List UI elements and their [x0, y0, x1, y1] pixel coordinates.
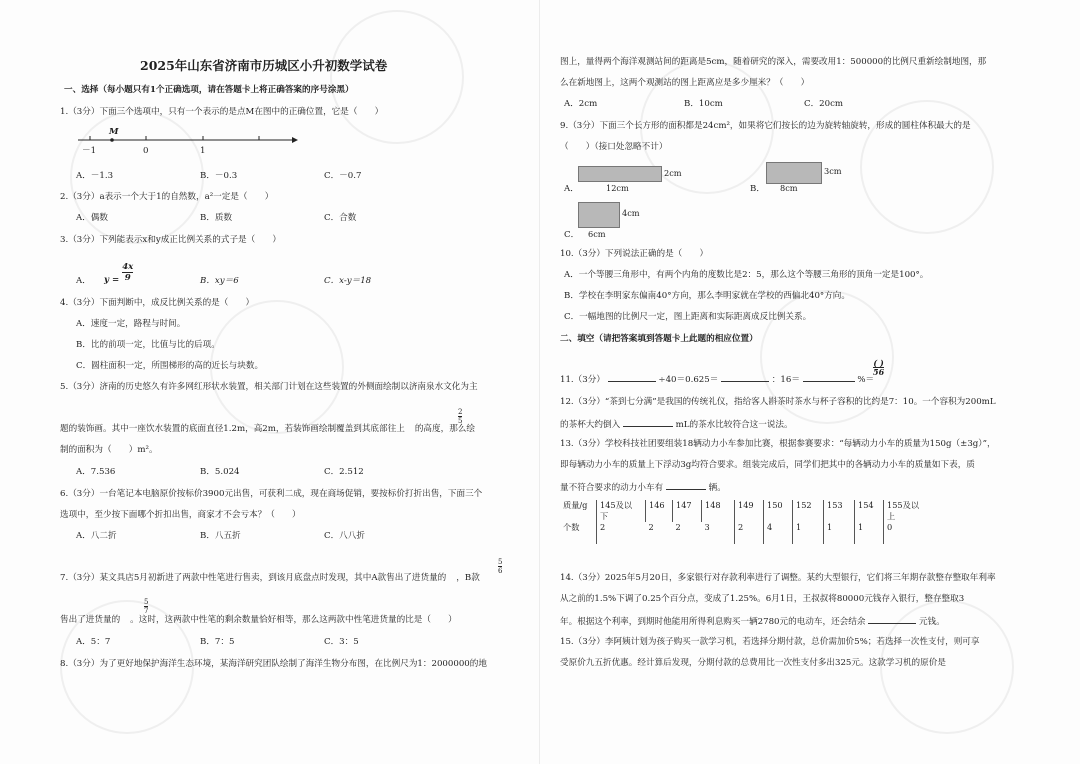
table-cell: 2 [735, 522, 764, 544]
q5-fraction: $\frac{2}{5}$ [458, 408, 463, 425]
question-4-stem: 4.（3分）下面判断中，成反比例关系的是（ ） [60, 298, 255, 308]
table-cell: 1 [793, 522, 824, 544]
q3-option-b: B．xy＝6 [200, 276, 239, 286]
question-11 [560, 372, 874, 386]
table-cell: 152 [793, 500, 824, 522]
rectangle-a [578, 166, 662, 182]
cell-text: 145及以 [600, 500, 633, 510]
q4-option-c: C．圆柱面积一定，所围梯形的高的近长与块数。 [76, 361, 264, 371]
q10-option-b: B．学校在李明家东偏南40°方向，那么李明家就在学校的西偏北40°方向。 [564, 291, 850, 301]
q12-text-a: 的茶杯大约倒入 [560, 420, 621, 430]
question-14-line1: 14.（3分）2025年5月20日，多家银行对存款利率进行了调整。某约大型银行，它们将三年期存款整存整取年利率 [560, 573, 996, 583]
question-7-line2 [60, 614, 457, 626]
q7-text-b: ，B款 [456, 573, 480, 583]
q12-blank[interactable] [623, 417, 673, 427]
q9-option-a: A． [564, 184, 579, 194]
q3-option-a: A． [76, 276, 91, 286]
question-13-line2: 即每辆动力小车的质量上下浮动3g均符合要求。组装完成后，同学们把其中的各辆动力小车的质量如下表，质 [560, 460, 975, 470]
question-5-line1: 5.（3分）济南的历史悠久有许多网红形状水装置，相关部门计划在这些装置的外侧面绘制以济南泉水文化为主 [60, 382, 478, 392]
q7-text-c: 售出了进货量的 [60, 615, 121, 625]
section-heading-choice: 一、选择（每小题只有1个正确选项，请在答题卡上将正确答案的序号涂黑） [64, 85, 354, 95]
mass-table [560, 500, 926, 544]
q8-option-b: B．10cm [684, 99, 723, 109]
question-13-line3 [560, 480, 726, 494]
q11-text-1: ÷40＝0.625＝ [658, 375, 719, 385]
q13-blank[interactable] [666, 480, 706, 490]
q14-text-a: 年。根据这个利率，到期时他能用所得利息购买一辆2780元的电动车，还会结余 [560, 617, 866, 627]
rectangle-c [578, 202, 620, 228]
table-cell: 153 [824, 500, 855, 522]
q7-text-d: 。这时，这两款中性笔的剩余数量恰好相等，那么这两款中性笔进货量的比是（ ） [130, 615, 457, 625]
q11-blank-2[interactable] [721, 372, 769, 382]
question-12-line1: 12.（3分）“茶到七分满”是我国的传统礼仪，指给客人斟茶时茶水与杯子容积的比约是7：10。一个容积为200mL [560, 397, 996, 407]
question-3-stem: 3.（3分）下列能表示x和y成正比例关系的式子是（ ） [60, 235, 282, 245]
table-cell: 质量/g [563, 500, 588, 510]
question-10-stem: 10.（3分）下列说法正确的是（ ） [560, 249, 709, 259]
q11-prefix: 11.（3分） [560, 375, 605, 385]
table-cell: 2 [597, 522, 646, 544]
rect-c-width-label: 6cm [588, 229, 606, 239]
question-5-line2 [60, 423, 475, 435]
q8-option-c: C．20cm [804, 99, 844, 109]
table-cell: 2 [648, 522, 654, 532]
tick-label-neg1: －1 [82, 146, 97, 156]
rect-b-height-label: 3cm [824, 166, 842, 176]
table-cell: 1 [824, 522, 855, 544]
table-cell: 0 [884, 522, 927, 544]
point-m-label: M [109, 127, 119, 137]
q11-blank-3[interactable] [803, 372, 855, 382]
table-cell: 150 [764, 500, 793, 522]
q11-text-2: ：16＝ [771, 375, 800, 385]
section-heading-fill: 二、填空（请把答案填到答题卡上此题的相应位置） [560, 334, 758, 344]
q5-text-b: 的高度，那么绘 [414, 424, 475, 434]
q7-fraction-1: $\frac{5}{6}$ [498, 558, 503, 575]
question-8-line2: 图上，量得两个海洋观测站间的距离是5cm，随着研究的深入，需要改用1：500000的比例尺重新绘制地图，那 [560, 57, 987, 67]
q6-option-c: C．八八折 [324, 531, 365, 541]
q11-blank-1[interactable] [608, 372, 656, 382]
table-cell: 148 [702, 500, 735, 522]
q2-option-b: B．质数 [200, 213, 233, 223]
q2-option-a: A．偶数 [76, 213, 108, 223]
q7-fraction-2: $\frac{5}{7}$ [144, 598, 149, 615]
table-cell: 2 [675, 522, 681, 532]
q1-option-b: B．－0.3 [200, 171, 238, 181]
q12-text-b: mL的茶水比较符合这一说法。 [675, 420, 793, 430]
table-cell: 154 [855, 500, 884, 522]
q6-option-b: B．八五折 [200, 531, 241, 541]
question-13-line1: 13.（3分）学校科技社团要组装18辆动力小车参加比赛，根据参赛要求：“每辆动力小车的质量为150g（±3g）”， [560, 439, 996, 449]
table-cell: 4 [764, 522, 793, 544]
table-cell: 146 [646, 500, 673, 522]
q2-option-c: C．合数 [324, 213, 357, 223]
number-line-figure [78, 128, 298, 162]
question-7-line1 [60, 572, 480, 584]
question-9-line1: 9.（3分）下面三个长方形的面积都是24cm²，如果将它们按长的边为旋转轴旋转，形成的圆柱体积最大的是 [560, 121, 971, 131]
q8-option-a: A．2cm [564, 99, 598, 109]
watermark-seal [330, 10, 464, 144]
q7-option-c: C．3：5 [324, 637, 359, 647]
q1-option-a: A．－1.3 [76, 171, 114, 181]
q3-option-c: C．x-y＝18 [324, 276, 372, 286]
question-8-line1: 8.（3分）为了更好地保护海洋生态环境，某海洋研究团队绘制了海洋生物分布图，在比例尺为1：2000000的地 [60, 659, 487, 669]
tick-label-0: 0 [143, 146, 149, 156]
question-5-line3: 制的面积为（ ）m²。 [60, 445, 158, 455]
q7-option-a: A．5：7 [76, 637, 111, 647]
q10-option-a: A．一个等腰三角形中，有两个内角的度数比是2：5，那么这个等腰三角形的顶角一定是100°。 [564, 270, 929, 280]
table-cell: 3 [704, 522, 710, 532]
q13-text-a: 量不符合要求的动力小车有 [560, 483, 664, 493]
question-2-stem: 2.（3分）a表示一个大于1的自然数，a²一定是（ ） [60, 192, 274, 202]
q7-option-b: B．7：5 [200, 637, 235, 647]
q5-text-a: 题的装饰画。其中一座饮水装置的底面直径1.2m，高2m，若装饰画绘制覆盖到其底部往上 [60, 424, 405, 434]
question-6-line1: 6.（3分）一台笔记本电脑原价按标价3900元出售，可获利二成，现在商场促销，要按标价打折出售，下面三个 [60, 489, 483, 499]
cell-text: 下 [600, 511, 609, 521]
q11-text-3: %＝ [857, 375, 875, 385]
q7-text-a: 7.（3分）某文具店5月初新进了两款中性笔进行售卖，到该月底盘点时发现，其中A款售出了进货量的 [60, 573, 447, 583]
q4-option-a: A．速度一定，路程与时间。 [76, 319, 186, 329]
page-fold [539, 0, 540, 764]
table-cell: 149 [735, 500, 764, 522]
question-14-line3 [560, 614, 945, 628]
rect-a-height-label: 2cm [664, 168, 682, 178]
cell-text: 155及以 [887, 500, 920, 510]
q1-option-c: C．－0.7 [324, 171, 362, 181]
q10-option-c: C．一幅地图的比例尺一定，图上距离和实际距离成反比例关系。 [564, 312, 812, 322]
rect-c-height-label: 4cm [622, 208, 640, 218]
page-title: 2025年山东省济南市历城区小升初数学试卷 [140, 58, 388, 73]
question-12-line2 [560, 417, 793, 431]
q5-option-b: B．5.024 [200, 467, 240, 477]
question-6-line2: 选项中，至少按下面哪个折扣出售，商家才不会亏本？（ ） [60, 510, 301, 520]
table-cell: 个数 [563, 522, 580, 532]
table-count-row [560, 522, 926, 544]
rect-b-width-label: 8cm [780, 183, 798, 193]
q11-fraction: ( ) 56 [873, 358, 885, 377]
question-9-line2: （ ）（接口处忽略不计） [560, 142, 668, 152]
q4-option-b: B．比的前项一定，比值与比的后项。 [76, 340, 220, 350]
table-cell [884, 500, 927, 522]
q5-option-c: C．2.512 [324, 467, 364, 477]
question-15-line2: 受原价九五折优惠。经计算后发现，分期付款的总费用比一次性支付多出325元。这款学习机的原价是 [560, 658, 946, 668]
table-cell: 1 [855, 522, 884, 544]
rectangle-b [766, 162, 822, 184]
table-cell [597, 500, 646, 522]
q9-option-b: B． [750, 184, 765, 194]
q14-text-b: 元钱。 [918, 617, 945, 627]
q14-blank[interactable] [868, 614, 916, 624]
cell-text: 上 [887, 511, 896, 521]
question-14-line2: 从之前的1.5%下调了0.25个百分点，变成了1.25%。6月1日，王叔叔将80000元钱存入银行，整存整取3 [560, 594, 965, 604]
q9-option-c: C． [564, 230, 580, 240]
table-cell: 147 [673, 500, 702, 522]
question-1-stem: 1.（3分）下面三个选项中，只有一个表示的是点M在图中的正确位置，它是（ ） [60, 107, 384, 117]
table-header-row [560, 500, 926, 522]
q3-option-a-expression: y = $\frac{4x}{9}$ [104, 262, 134, 285]
tick-label-1: 1 [200, 146, 206, 156]
question-8-line3: 么在新地图上，这两个观测站的图上距离应是多少厘米？（ ） [560, 78, 810, 88]
q5-option-a: A．7.536 [76, 467, 116, 477]
rect-a-width-label: 12cm [606, 183, 629, 193]
q6-option-a: A．八二折 [76, 531, 117, 541]
q13-text-b: 辆。 [708, 483, 726, 493]
question-15-line1: 15.（3分）李阿姨计划为孩子购买一款学习机，若选择分期付款，总价需加价5%；若选择一次性支付，则可享 [560, 637, 980, 647]
